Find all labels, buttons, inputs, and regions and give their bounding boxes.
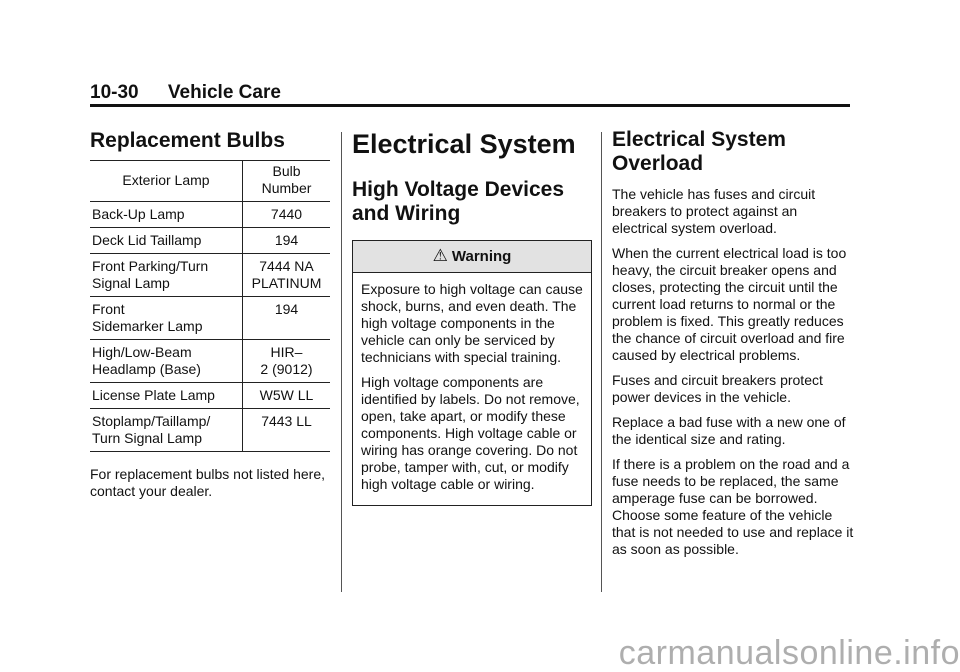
column-overload (612, 128, 854, 566)
table-row (90, 254, 330, 297)
table-row (90, 383, 330, 409)
overload-paragraph: Replace a bad fuse with a new one of the identical size and rating. (612, 414, 846, 447)
column-replacement-bulbs (90, 128, 330, 508)
warning-paragraph: High voltage components are identified by labels. Do not remove, open, take apart, or modify these components. High voltage cable or wiring has orange covering. Do not probe, tamper with, cut, or modify high voltage cable or wiring. (361, 374, 580, 492)
bulb-note: For replacement bulbs not listed here, contact your dealer. (90, 466, 326, 499)
lamp-cell: Stoplamp/Taillamp/ Turn Signal Lamp (90, 409, 243, 452)
lamp-cell: License Plate Lamp (90, 383, 243, 409)
lamp-cell: Front Parking/Turn Signal Lamp (90, 254, 243, 297)
column-divider-2 (601, 132, 602, 592)
page-header (90, 82, 850, 104)
lamp-cell: Front Sidemarker Lamp (90, 297, 243, 340)
bulb-number-cell: 194 (243, 297, 331, 340)
warning-box (352, 240, 592, 506)
bulb-number-cell: 7444 NA PLATINUM (243, 254, 331, 297)
lamp-cell: Back-Up Lamp (90, 202, 243, 228)
overload-paragraph: When the current electrical load is too heavy, the circuit breaker opens and closes, protecting the circuit until the current load returns to normal or the problem is fixed. This greatly reduces the chance of circuit overload and fire caused by electrical problems. (612, 245, 847, 363)
section-name: Vehicle Care (167, 82, 281, 103)
chapter-title: Electrical System (352, 129, 576, 159)
section-title-overload: Electrical System Overload (612, 128, 786, 175)
bulb-number-cell: 7440 (243, 202, 331, 228)
table-row (90, 297, 330, 340)
warning-header (353, 241, 591, 273)
bulb-number-cell: 194 (243, 228, 331, 254)
page-number: 10-30 (90, 82, 139, 103)
header-rule (90, 104, 850, 107)
lamp-cell: High/Low-Beam Headlamp (Base) (90, 340, 243, 383)
bulb-number-cell: HIR– 2 (9012) (243, 340, 331, 383)
bulb-table (90, 160, 330, 452)
overload-paragraph: Fuses and circuit breakers protect power devices in the vehicle. (612, 372, 823, 405)
overload-paragraph: The vehicle has fuses and circuit breakers to protect against an electrical system overload. (612, 186, 816, 236)
table-row (90, 202, 330, 228)
column-divider-1 (341, 132, 342, 592)
table-row (90, 409, 330, 452)
warning-icon: ⚠ (432, 246, 448, 265)
warning-label: Warning (451, 248, 512, 265)
bulb-number-cell: 7443 LL (243, 409, 331, 452)
overload-paragraph: If there is a problem on the road and a fuse needs to be replaced, the same amperage fuse can be borrowed. Choose some feature of the vehicle that is not needed to use and replace it as soon as possible. (612, 456, 854, 557)
lamp-cell: Deck Lid Taillamp (90, 228, 243, 254)
column-electrical-system (352, 128, 590, 506)
table-header-bulb: Bulb Number (243, 161, 331, 202)
subtitle-high-voltage: High Voltage Devices and Wiring (352, 178, 565, 225)
bulb-number-cell: W5W LL (243, 383, 331, 409)
warning-paragraph: Exposure to high voltage can cause shock, burns, and even death. The high voltage components in the vehicle can only be serviced by technicians with special training. (361, 281, 583, 365)
table-row (90, 228, 330, 254)
table-row (90, 340, 330, 383)
warning-body (353, 273, 591, 505)
watermark-text: carmanualsonline.info (618, 634, 960, 672)
section-title-replacement-bulbs: Replacement Bulbs (90, 129, 285, 152)
table-header-lamp: Exterior Lamp (90, 161, 243, 202)
